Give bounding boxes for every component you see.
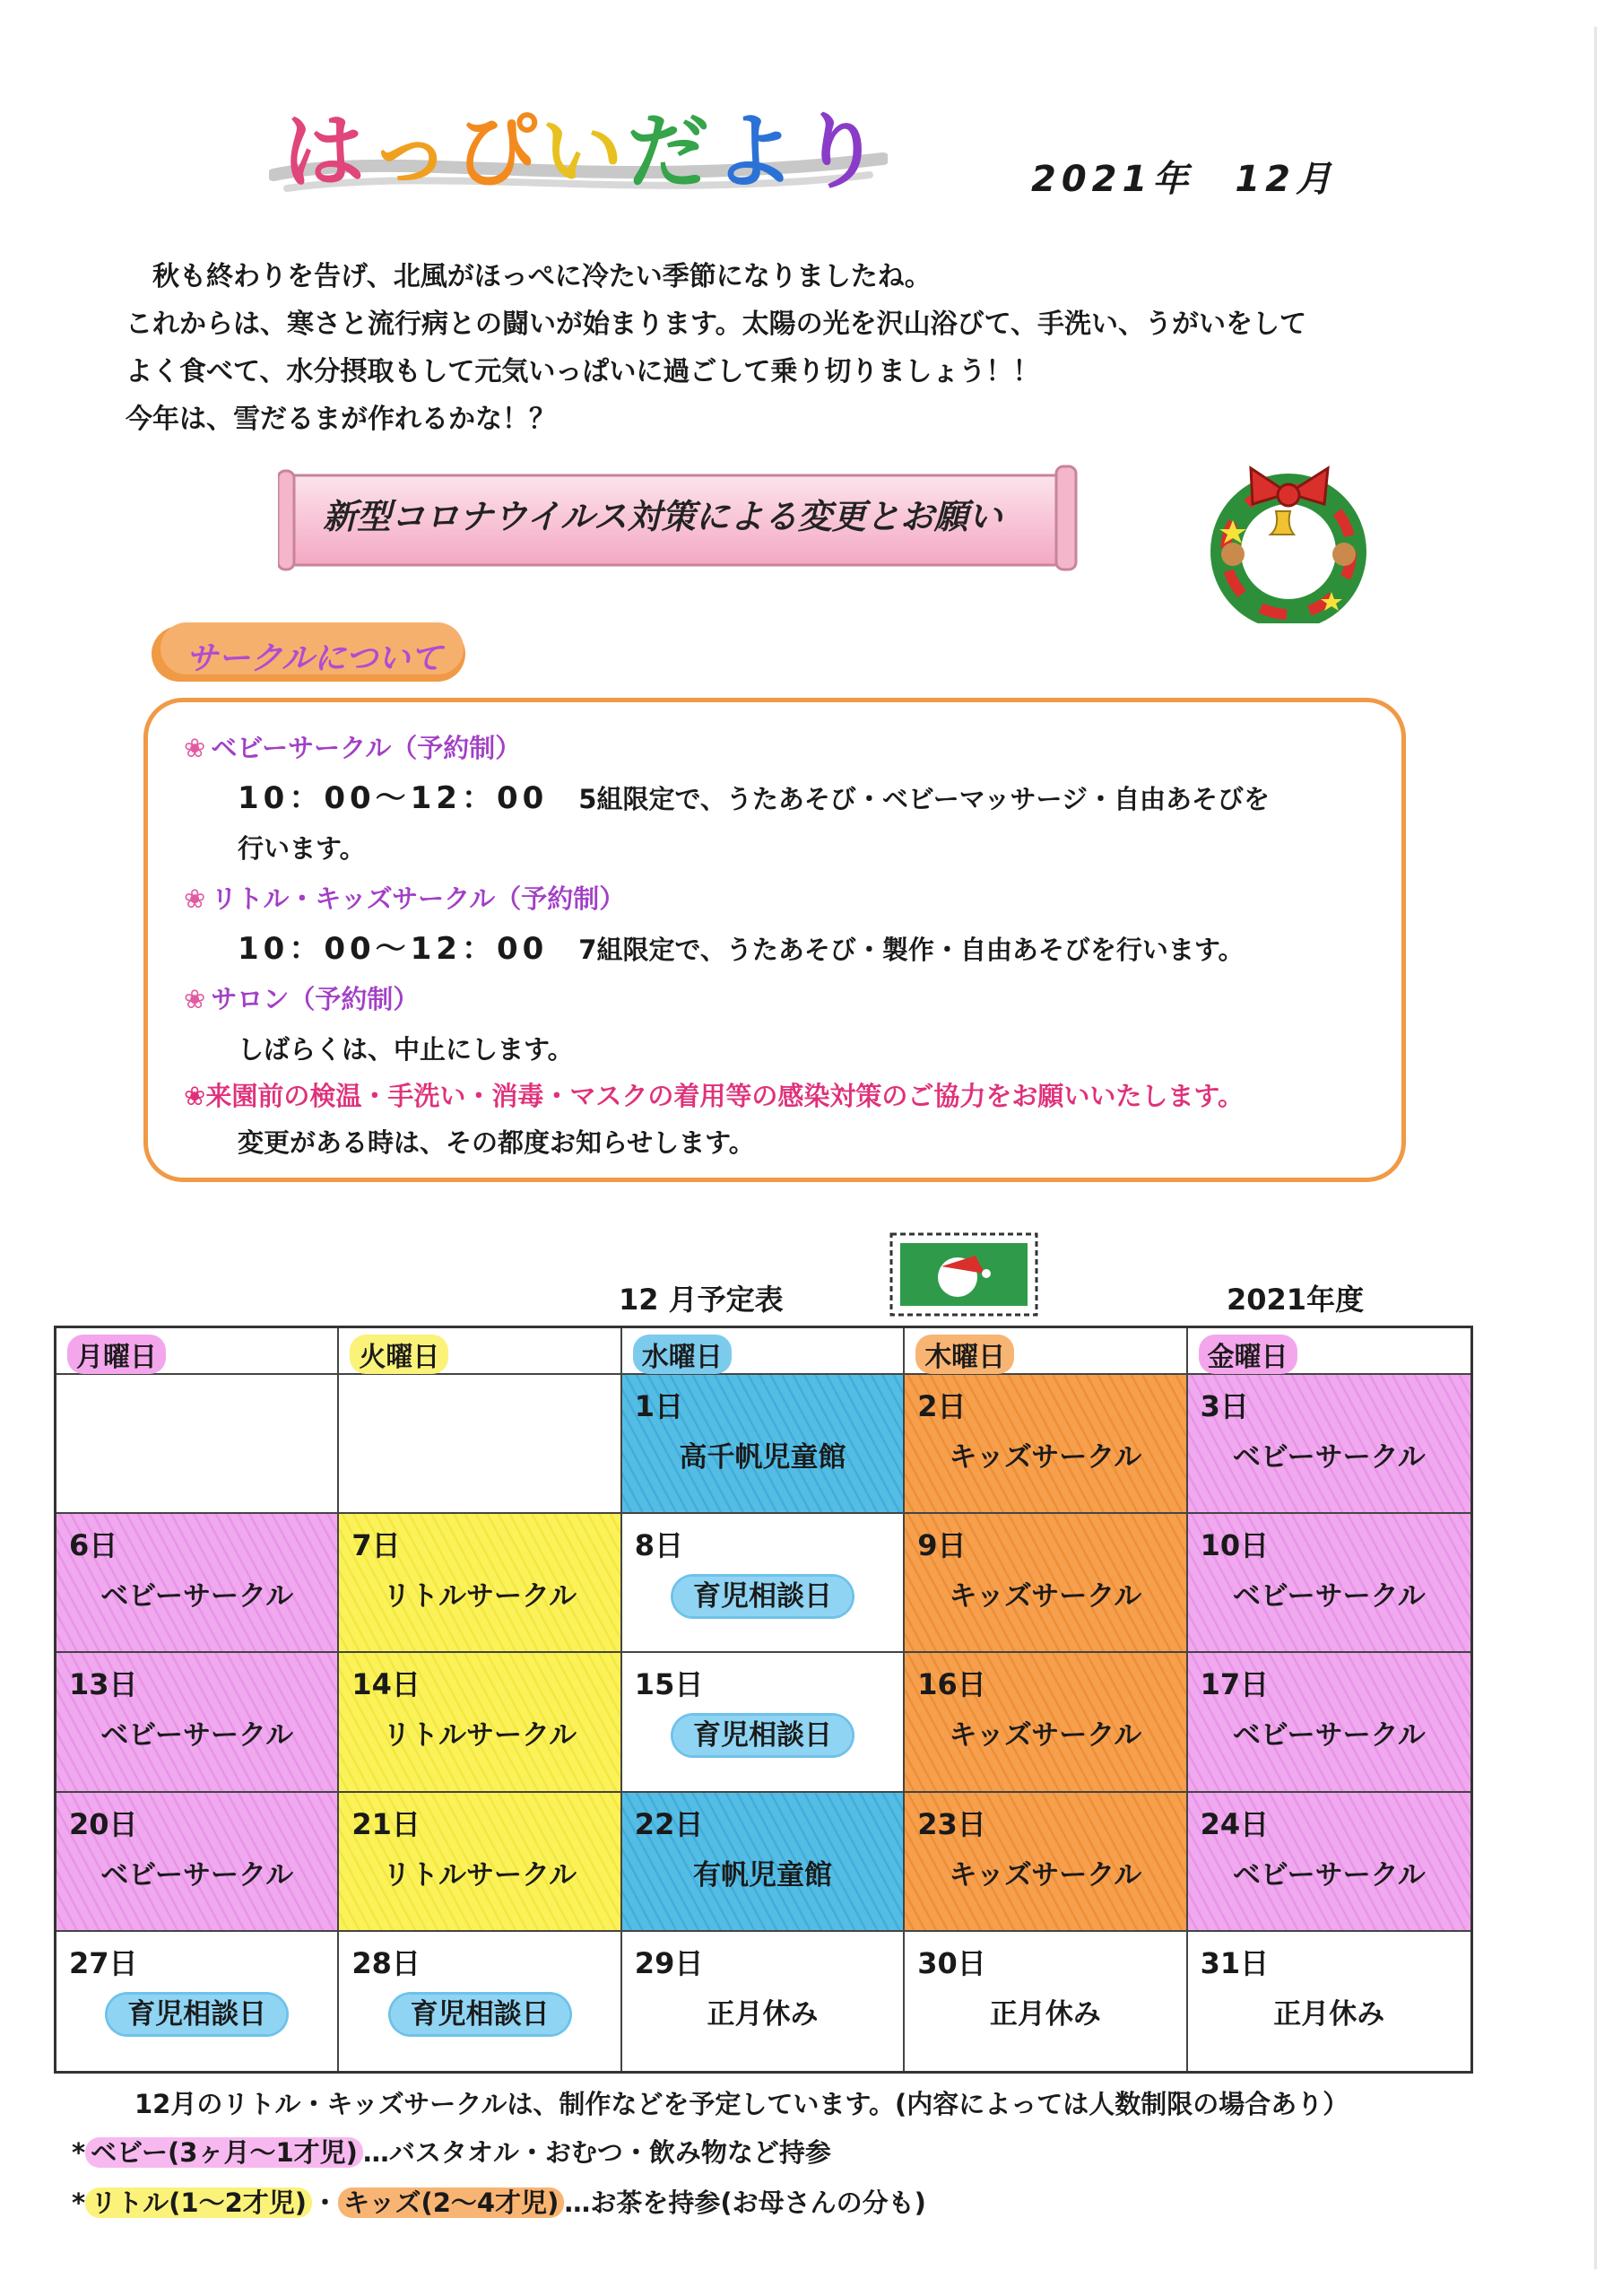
calendar-day-cell — [339, 1514, 621, 1653]
day-number: 27日 — [69, 1945, 138, 1980]
day-number: 20日 — [69, 1806, 138, 1841]
calendar-day-cell — [905, 1653, 1187, 1792]
day-number: 9日 — [917, 1528, 967, 1563]
calendar-day-cell — [622, 1932, 905, 2071]
day-event — [1188, 1712, 1470, 1752]
day-event-label: ベビーサークル — [100, 1858, 294, 1892]
christmas-wreath-icon — [1197, 457, 1381, 623]
calendar-day-cell — [1188, 1793, 1470, 1932]
day-event — [1188, 1573, 1470, 1613]
day-event-label: 育児相談日 — [673, 1577, 852, 1616]
day-event — [1188, 1434, 1470, 1474]
calendar-day-cell — [622, 1375, 905, 1514]
day-event-label: キッズサークル — [949, 1719, 1142, 1752]
weekday-label: 月曜日 — [67, 1335, 166, 1374]
flower-icon: ❀ — [184, 733, 206, 763]
weekday-label: 火曜日 — [350, 1335, 448, 1374]
day-number: 2日 — [917, 1389, 967, 1423]
day-number: 30日 — [917, 1945, 986, 1980]
day-number: 14日 — [351, 1667, 421, 1702]
day-number: 31日 — [1200, 1945, 1270, 1980]
day-event-label: 正月休み — [989, 1997, 1101, 2031]
calendar-day-cell — [905, 1793, 1187, 1932]
day-event-label: リトルサークル — [383, 1858, 577, 1892]
day-number: 29日 — [634, 1945, 704, 1980]
day-event — [905, 1852, 1185, 1892]
calendar-day-cell — [56, 1653, 339, 1792]
footer-note: 12月のリトル・キッズサークルは、制作などを予定しています。(内容によっては人数制限の場合あり） — [134, 2089, 1349, 2119]
day-number: 23日 — [917, 1806, 986, 1841]
day-event-label: ベビーサークル — [100, 1580, 294, 1613]
day-number: 1日 — [634, 1389, 684, 1423]
intro-line: よく食べて、水分摂取もして元気いっぱいに過ごして乗り切りましょう！！ — [126, 356, 1040, 387]
day-event — [339, 1573, 620, 1613]
calendar-day-cell — [56, 1932, 339, 2071]
baby-circle-title: ❀ ベビーサークル（予約制） — [184, 733, 522, 763]
day-event — [56, 1852, 337, 1892]
day-event-label: リトルサークル — [383, 1580, 577, 1613]
calendar-day-cell — [339, 1375, 621, 1514]
calendar-day-cell — [1188, 1375, 1470, 1514]
calendar-day-cell — [622, 1793, 905, 1932]
weekday-header — [622, 1328, 905, 1375]
day-event-label: 正月休み — [707, 1997, 819, 2031]
intro-text — [126, 253, 1417, 443]
day-event — [622, 1573, 903, 1613]
day-number: 17日 — [1200, 1667, 1270, 1702]
day-number: 21日 — [351, 1806, 421, 1841]
baby-age-highlight: ベビー(3ヶ月～1才児) — [85, 2137, 363, 2168]
baby-items-note: * ベビー(3ヶ月～1才児) …バスタオル・おむつ・飲み物など持参 — [72, 2137, 831, 2168]
day-event-label: ベビーサークル — [1232, 1441, 1426, 1474]
calendar-day-cell — [339, 1793, 621, 1932]
day-number: 16日 — [917, 1667, 986, 1702]
intro-line: 秋も終わりを告げ、北風がほっぺに冷たい季節になりましたね。 — [152, 261, 932, 292]
weekday-label: 木曜日 — [915, 1335, 1014, 1374]
day-event — [622, 1434, 903, 1474]
day-event — [56, 1573, 337, 1613]
day-number: 15日 — [634, 1667, 704, 1702]
day-number: 24日 — [1200, 1806, 1270, 1841]
day-event — [1188, 1852, 1470, 1892]
weekday-header — [339, 1328, 621, 1375]
flower-icon: ❀ — [184, 984, 206, 1014]
little-kids-circle-time: 10：00～12：00 — [238, 931, 549, 967]
day-event — [905, 1573, 1185, 1613]
title-char: だ — [627, 104, 714, 200]
weekday-label: 金曜日 — [1199, 1335, 1297, 1374]
day-event — [1188, 1991, 1470, 2031]
day-event — [622, 1852, 903, 1892]
calendar-day-cell — [905, 1932, 1187, 2071]
calendar-day-cell — [1188, 1514, 1470, 1653]
day-number: 28日 — [351, 1945, 421, 1980]
page-edge-line — [1594, 27, 1597, 2269]
schedule-year: 2021年度 — [1227, 1283, 1365, 1317]
day-event — [905, 1712, 1185, 1752]
weekday-label: 水曜日 — [633, 1335, 732, 1374]
day-number: 10日 — [1200, 1528, 1270, 1563]
day-event — [905, 1991, 1185, 2031]
calendar-day-cell — [905, 1375, 1187, 1514]
december-calendar — [54, 1326, 1473, 2074]
day-event-label: ベビーサークル — [1232, 1580, 1426, 1613]
newsletter-date: 2021年 12月 — [1031, 159, 1337, 200]
day-event — [905, 1434, 1185, 1474]
calendar-day-cell — [1188, 1932, 1470, 2071]
circle-tab-label: サークルについて — [186, 640, 443, 677]
day-event-label: キッズサークル — [949, 1441, 1142, 1474]
day-event-label: 高千帆児童館 — [679, 1441, 846, 1474]
calendar-day-cell — [56, 1375, 339, 1514]
little-age-highlight: リトル(1～2才児) — [85, 2187, 312, 2218]
day-event-label: 育児相談日 — [391, 1995, 569, 2034]
weekday-header — [56, 1328, 339, 1375]
infection-notice: ❀来園前の検温・手洗い・消毒・マスクの着用等の感染対策のご協力をお願いいたします。 — [184, 1081, 1244, 1111]
baby-circle-desc: 10：00～12：00 5組限定で、うたあそび・ベビーマッサージ・自由あそびを — [238, 780, 1270, 816]
day-event-label: 育児相談日 — [673, 1716, 852, 1755]
little-kids-circle-desc: 10：00～12：00 7組限定で、うたあそび・製作・自由あそびを行います。 — [238, 931, 1245, 967]
newsletter-title-area — [269, 103, 897, 202]
calendar-day-cell — [339, 1932, 621, 2071]
weekday-header — [905, 1328, 1187, 1375]
day-event-label: キッズサークル — [949, 1858, 1142, 1892]
salon-desc: しばらくは、中止にします。 — [238, 1034, 574, 1065]
little-kids-items-note: * リトル(1～2才児) ・ キッズ(2～4才児) …お茶を持参(お母さんの分も) — [72, 2187, 926, 2218]
schedule-title: 12 月予定表 — [619, 1283, 784, 1317]
day-event-label: 有帆児童館 — [692, 1858, 832, 1892]
day-event-label: 正月休み — [1273, 1997, 1385, 2031]
baby-circle-desc-2: 行います。 — [238, 833, 366, 864]
day-event-label: ベビーサークル — [1232, 1719, 1426, 1752]
day-number: 22日 — [634, 1806, 704, 1841]
change-notice: 変更がある時は、その都度お知らせします。 — [238, 1127, 755, 1158]
day-event-label: ベビーサークル — [100, 1719, 294, 1752]
little-kids-circle-title: ❀ リトル・キッズサークル（予約制） — [184, 883, 626, 914]
day-event-label: キッズサークル — [949, 1580, 1142, 1613]
day-event-label: リトルサークル — [383, 1719, 577, 1752]
day-number: 8日 — [634, 1528, 684, 1563]
title-char: い — [541, 104, 628, 200]
calendar-day-cell — [56, 1514, 339, 1653]
day-event — [339, 1852, 620, 1892]
day-event-label: 育児相談日 — [108, 1995, 286, 2034]
day-event-label: ベビーサークル — [1232, 1858, 1426, 1892]
salon-title: ❀ サロン（予約制） — [184, 984, 420, 1014]
day-event — [339, 1712, 620, 1752]
banner-text: 新型コロナウイルス対策による変更とお願い — [323, 497, 1002, 536]
intro-line: これからは、寒さと流行病との闘いが始まります。太陽の光を沢山浴びて、手洗い、うがいをして — [126, 309, 1306, 340]
day-number: 3日 — [1200, 1389, 1249, 1423]
santa-stamp-icon — [888, 1231, 1040, 1318]
day-event — [339, 1991, 620, 2031]
day-number: 6日 — [69, 1528, 118, 1563]
flower-icon: ❀ — [184, 1081, 206, 1111]
day-event — [622, 1712, 903, 1752]
circle-section-tab — [148, 621, 471, 685]
title-char: ぴ — [455, 104, 542, 200]
calendar-grid — [56, 1328, 1470, 2071]
title-char: は — [282, 104, 369, 200]
baby-circle-time: 10：00～12：00 — [238, 780, 549, 816]
calendar-day-cell — [1188, 1653, 1470, 1792]
calendar-day-cell — [339, 1653, 621, 1792]
calendar-day-cell — [56, 1793, 339, 1932]
intro-line: 今年は、雪だるまが作れるかな！？ — [126, 404, 556, 435]
kids-age-highlight: キッズ(2～4才児) — [338, 2187, 564, 2218]
day-event — [56, 1991, 337, 2031]
title-char: り — [799, 104, 886, 200]
calendar-day-cell — [905, 1514, 1187, 1653]
flower-icon: ❀ — [184, 883, 206, 914]
day-event — [622, 1991, 903, 2031]
title-char: よ — [713, 104, 800, 200]
day-number: 13日 — [69, 1667, 138, 1702]
day-event — [56, 1712, 337, 1752]
calendar-day-cell — [622, 1514, 905, 1653]
calendar-day-cell — [622, 1653, 905, 1792]
weekday-header — [1188, 1328, 1470, 1375]
covid-banner — [278, 462, 1085, 574]
title-char: っ — [369, 104, 455, 200]
newsletter-title — [282, 103, 885, 202]
day-number: 7日 — [351, 1528, 401, 1563]
